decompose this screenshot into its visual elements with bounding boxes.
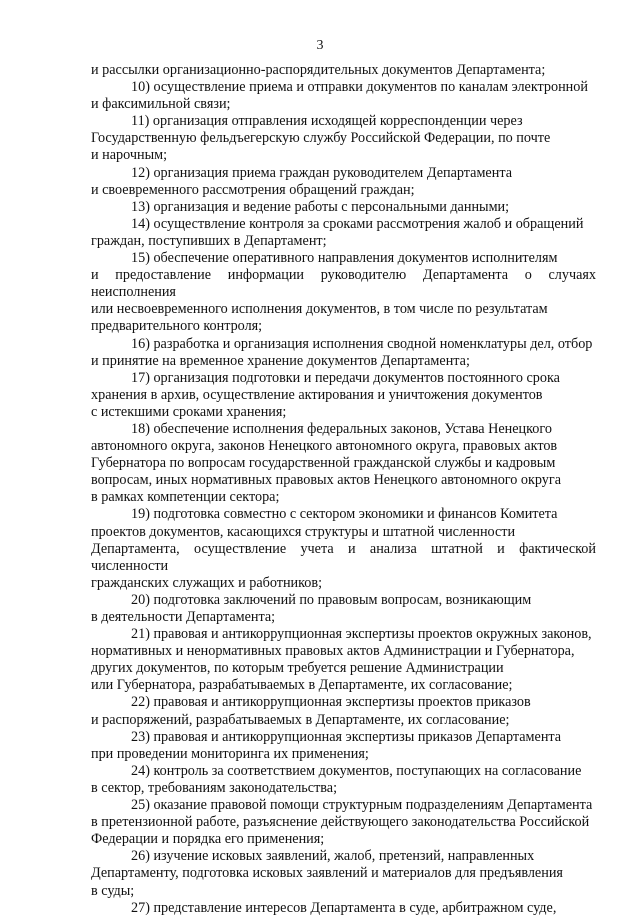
list-item-23: 23) правовая и антикоррупционная экспертизы приказов Департамента при проведении мониторинга их применения;: [91, 728, 562, 762]
list-item-18: 18) обеспечение исполнения федеральных законов, Устава Ненецкого автономного округа, законов Ненецкого автономного округа, правовых актов Губернатора по вопросам государственной гражданской службы и кадровым вопросам, иных нормативных правовых актов Ненецкого автономного округа в рамках компетенции сектора;: [91, 420, 561, 506]
list-item-25: 25) оказание правовой помощи структурным подразделениям Департамента в претензионной работе, разъяснение действующего законодательства Российской Федерации и порядка его применения;: [91, 797, 593, 848]
list-item-22: 22) правовая и антикоррупционная экспертизы проектов приказов и распоряжений, разрабатываемых в Департаменте, их согласование;: [91, 694, 531, 728]
list-item-26: 26) изучение исковых заявлений, жалоб, претензий, направленных Департаменту, подготовка исковых заявлений и материалов для предъявления в суды;: [91, 848, 563, 899]
list-item-20: 20) подготовка заключений по правовым вопросам, возникающим в деятельности Департамента;: [91, 591, 532, 625]
list-item-17: 17) организация подготовки и передачи документов постоянного срока хранения в архив, осуществление актирования и уничтожения документов с истекшими сроками хранения;: [91, 369, 560, 420]
list-item-16: 16) разработка и организация исполнения сводной номенклатуры дел, отбор и принятие на временное хранение документов Департамента;: [91, 335, 593, 369]
list-item-12: 12) организация приема граждан руководителем Департамента и своевременного рассмотрения обращений граждан;: [91, 164, 512, 198]
list-item-24: 24) контроль за соответствием документов, поступающих на согласование в сектор, требованиям законодательства;: [91, 762, 582, 796]
paragraph-continuation: и рассылки организационно-распорядительных документов Департамента;: [91, 62, 546, 78]
list-item-10: 10) осуществление приема и отправки документов по каналам электронной и факсимильной связи;: [91, 79, 588, 113]
list-item-13: 13) организация и ведение работы с персональными данными;: [131, 198, 510, 215]
page-number: 3: [316, 38, 324, 53]
list-item-19: 19) подготовка совместно с сектором экономики и финансов Комитета проектов документов, касающихся структуры и штатной численности Департамента, осуществление учета и анализа штатной и фактической численности гражданских служащих и работников;: [91, 506, 596, 591]
list-item-11: 11) организация отправления исходящей корреспонденции через Государственную фельдъегерскую службу Российской Федерации, по почте и нарочным;: [91, 113, 551, 164]
list-item-27: 27) представление интересов Департамента в суде, арбитражном суде,: [131, 899, 557, 916]
list-item-14: 14) осуществление контроля за сроками рассмотрения жалоб и обращений граждан, поступивших в Департамент;: [91, 215, 584, 249]
document-body: [91, 62, 596, 917]
list-item-21: 21) правовая и антикоррупционная экспертизы проектов окружных законов, нормативных и ненормативных правовых актов Администрации и Губернатора, других документов, по которым требуется решение Администрации или Губернатора, разрабатываемых в Департаменте, их согласование;: [91, 626, 592, 694]
list-item-15: 15) обеспечение оперативного направления документов исполнителям и предоставление информации руководителю Департамента о случаях неисполнения или несвоевременного исполнения документов, в том числе по результатам предварительного контроля;: [91, 250, 596, 335]
